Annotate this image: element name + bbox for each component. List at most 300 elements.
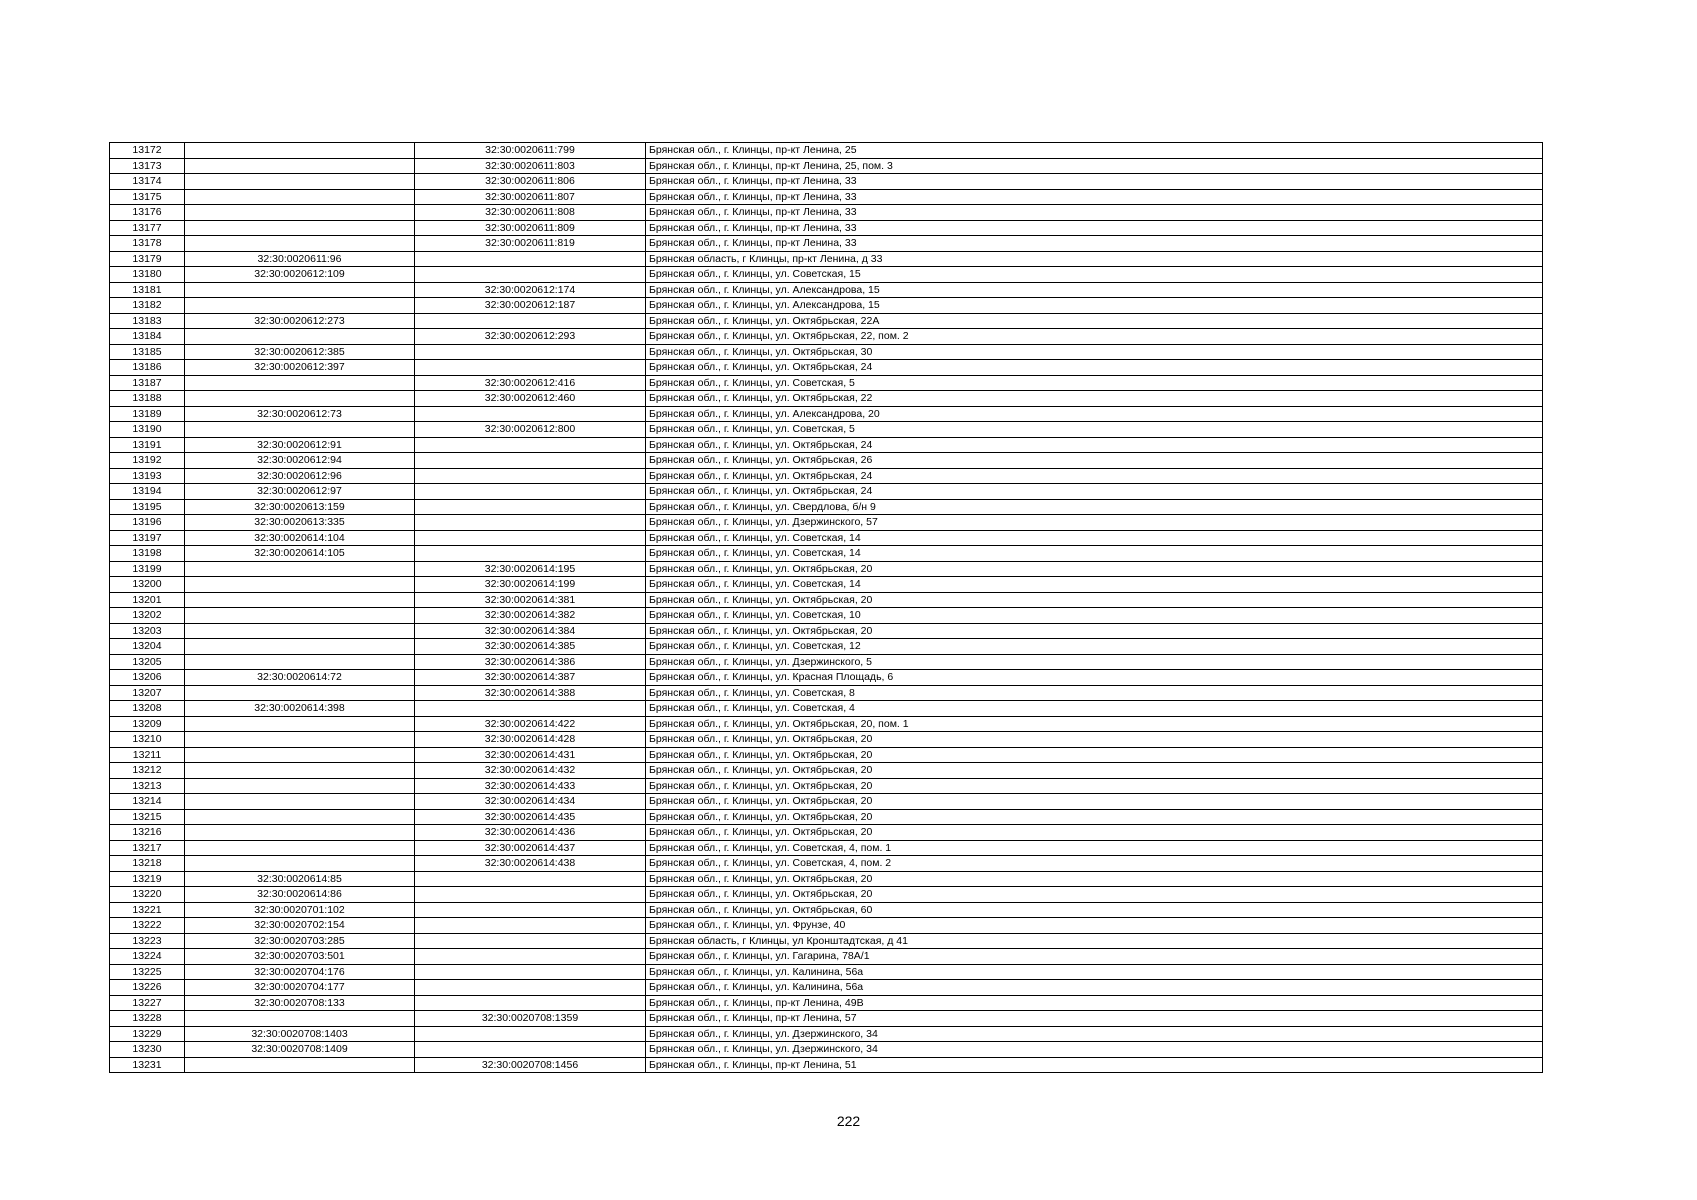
address-cell: Брянская обл., г. Клинцы, ул. Октябрьская, 22А (646, 313, 1543, 329)
address-cell: Брянская обл., г. Клинцы, ул. Октябрьская, 20 (646, 747, 1543, 763)
cadastral-number-land-cell (185, 794, 415, 810)
address-cell: Брянская обл., г. Клинцы, ул. Дзержинского, 57 (646, 515, 1543, 531)
row-number-cell: 13214 (110, 794, 185, 810)
table-row (110, 1011, 1543, 1027)
table-row (110, 174, 1543, 190)
cadastral-number-building-cell (415, 887, 646, 903)
address-cell: Брянская обл., г. Клинцы, ул. Советская, 8 (646, 685, 1543, 701)
cadastral-number-land-cell: 32:30:0020701:102 (185, 902, 415, 918)
table-row (110, 809, 1543, 825)
cadastral-number-land-cell: 32:30:0020703:501 (185, 949, 415, 965)
address-cell: Брянская обл., г. Клинцы, ул. Октябрьская, 20 (646, 732, 1543, 748)
cadastral-number-building-cell: 32:30:0020614:382 (415, 608, 646, 624)
table-row (110, 918, 1543, 934)
cadastral-number-land-cell (185, 189, 415, 205)
row-number-cell: 13190 (110, 422, 185, 438)
row-number-cell: 13175 (110, 189, 185, 205)
row-number-cell: 13173 (110, 158, 185, 174)
row-number-cell: 13213 (110, 778, 185, 794)
cadastral-number-land-cell (185, 143, 415, 159)
cadastral-number-building-cell (415, 437, 646, 453)
cadastral-number-building-cell: 32:30:0020614:388 (415, 685, 646, 701)
row-number-cell: 13204 (110, 639, 185, 655)
table-row (110, 1057, 1543, 1073)
address-cell: Брянская обл., г. Клинцы, ул. Советская, 4, пом. 1 (646, 840, 1543, 856)
row-number-cell: 13215 (110, 809, 185, 825)
address-cell: Брянская обл., г. Клинцы, пр-кт Ленина, 25 (646, 143, 1543, 159)
cadastral-number-building-cell: 32:30:0020611:809 (415, 220, 646, 236)
cadastral-number-building-cell (415, 267, 646, 283)
cadastral-number-land-cell (185, 236, 415, 252)
cadastral-number-land-cell (185, 561, 415, 577)
cadastral-number-building-cell: 32:30:0020612:293 (415, 329, 646, 345)
row-number-cell: 13230 (110, 1042, 185, 1058)
address-cell: Брянская обл., г. Клинцы, ул. Октябрьская, 20 (646, 623, 1543, 639)
cadastral-number-building-cell (415, 871, 646, 887)
address-cell: Брянская обл., г. Клинцы, ул. Октябрьская, 20 (646, 794, 1543, 810)
table-row (110, 251, 1543, 267)
cadastral-number-land-cell (185, 158, 415, 174)
cadastral-number-land-cell: 32:30:0020614:72 (185, 670, 415, 686)
table-row (110, 887, 1543, 903)
table-row (110, 1026, 1543, 1042)
cadastral-number-land-cell (185, 298, 415, 314)
cadastral-number-building-cell (415, 1026, 646, 1042)
cadastral-number-land-cell: 32:30:0020612:97 (185, 484, 415, 500)
table-row (110, 871, 1543, 887)
address-cell: Брянская обл., г. Клинцы, ул. Октябрьская, 20 (646, 592, 1543, 608)
address-cell: Брянская обл., г. Клинцы, ул. Октябрьская, 20 (646, 763, 1543, 779)
address-cell: Брянская обл., г. Клинцы, ул. Дзержинского, 34 (646, 1042, 1543, 1058)
cadastral-number-building-cell: 32:30:0020614:432 (415, 763, 646, 779)
address-cell: Брянская обл., г. Клинцы, пр-кт Ленина, 33 (646, 174, 1543, 190)
cadastral-number-building-cell: 32:30:0020614:433 (415, 778, 646, 794)
table-row (110, 840, 1543, 856)
cadastral-number-land-cell (185, 778, 415, 794)
table-row (110, 468, 1543, 484)
cadastral-number-building-cell: 32:30:0020612:187 (415, 298, 646, 314)
cadastral-number-land-cell: 32:30:0020704:177 (185, 980, 415, 996)
table-row (110, 546, 1543, 562)
row-number-cell: 13217 (110, 840, 185, 856)
address-cell: Брянская обл., г. Клинцы, ул. Советская, 5 (646, 422, 1543, 438)
table-row (110, 980, 1543, 996)
cadastral-number-land-cell: 32:30:0020614:104 (185, 530, 415, 546)
address-cell: Брянская обл., г. Клинцы, ул. Октябрьская, 30 (646, 344, 1543, 360)
row-number-cell: 13174 (110, 174, 185, 190)
cadastral-number-building-cell (415, 344, 646, 360)
table-row (110, 220, 1543, 236)
cadastral-number-land-cell: 32:30:0020612:385 (185, 344, 415, 360)
cadastral-number-building-cell (415, 902, 646, 918)
cadastral-number-land-cell: 32:30:0020708:1409 (185, 1042, 415, 1058)
table-row (110, 623, 1543, 639)
address-cell: Брянская обл., г. Клинцы, пр-кт Ленина, 33 (646, 220, 1543, 236)
cadastral-number-land-cell (185, 220, 415, 236)
address-cell: Брянская обл., г. Клинцы, ул. Советская, 15 (646, 267, 1543, 283)
cadastral-number-building-cell (415, 251, 646, 267)
address-cell: Брянская обл., г. Клинцы, ул. Красная Площадь, 6 (646, 670, 1543, 686)
address-cell: Брянская обл., г. Клинцы, ул. Калинина, 56а (646, 964, 1543, 980)
cadastral-number-land-cell: 32:30:0020708:1403 (185, 1026, 415, 1042)
address-cell: Брянская обл., г. Клинцы, ул. Октябрьская, 26 (646, 453, 1543, 469)
cadastral-number-land-cell: 32:30:0020612:96 (185, 468, 415, 484)
cadastral-number-land-cell: 32:30:0020612:91 (185, 437, 415, 453)
cadastral-number-building-cell: 32:30:0020614:437 (415, 840, 646, 856)
cadastral-number-land-cell (185, 329, 415, 345)
cadastral-number-land-cell: 32:30:0020613:335 (185, 515, 415, 531)
cadastral-number-land-cell (185, 840, 415, 856)
cadastral-number-land-cell (185, 375, 415, 391)
address-cell: Брянская обл., г. Клинцы, ул. Советская, 10 (646, 608, 1543, 624)
cadastral-number-land-cell (185, 1057, 415, 1073)
cadastral-number-land-cell: 32:30:0020612:273 (185, 313, 415, 329)
cadastral-number-building-cell: 32:30:0020708:1456 (415, 1057, 646, 1073)
cadastral-number-building-cell (415, 499, 646, 515)
row-number-cell: 13207 (110, 685, 185, 701)
address-cell: Брянская обл., г. Клинцы, ул. Октябрьская, 22, пом. 2 (646, 329, 1543, 345)
cadastral-number-building-cell: 32:30:0020614:386 (415, 654, 646, 670)
row-number-cell: 13195 (110, 499, 185, 515)
cadastral-number-building-cell: 32:30:0020614:428 (415, 732, 646, 748)
address-cell: Брянская обл., г. Клинцы, пр-кт Ленина, 33 (646, 205, 1543, 221)
cadastral-number-land-cell: 32:30:0020614:85 (185, 871, 415, 887)
row-number-cell: 13199 (110, 561, 185, 577)
cadastral-number-building-cell (415, 964, 646, 980)
cadastral-number-building-cell: 32:30:0020611:806 (415, 174, 646, 190)
table-row (110, 158, 1543, 174)
address-cell: Брянская обл., г. Клинцы, пр-кт Ленина, 51 (646, 1057, 1543, 1073)
table-row (110, 205, 1543, 221)
address-cell: Брянская обл., г. Клинцы, ул. Октябрьская, 20 (646, 778, 1543, 794)
cadastral-number-land-cell: 32:30:0020614:105 (185, 546, 415, 562)
table-row (110, 267, 1543, 283)
cadastral-number-building-cell (415, 453, 646, 469)
row-number-cell: 13216 (110, 825, 185, 841)
row-number-cell: 13208 (110, 701, 185, 717)
table-row (110, 298, 1543, 314)
cadastral-number-land-cell: 32:30:0020612:109 (185, 267, 415, 283)
table-row (110, 391, 1543, 407)
address-cell: Брянская обл., г. Клинцы, ул. Советская, 14 (646, 546, 1543, 562)
table-row (110, 406, 1543, 422)
row-number-cell: 13178 (110, 236, 185, 252)
table-row (110, 329, 1543, 345)
row-number-cell: 13183 (110, 313, 185, 329)
cadastral-number-building-cell: 32:30:0020612:460 (415, 391, 646, 407)
address-cell: Брянская обл., г. Клинцы, ул. Октябрьская, 20, пом. 1 (646, 716, 1543, 732)
table-row (110, 685, 1543, 701)
table-row (110, 716, 1543, 732)
row-number-cell: 13203 (110, 623, 185, 639)
row-number-cell: 13179 (110, 251, 185, 267)
cadastral-number-building-cell: 32:30:0020708:1359 (415, 1011, 646, 1027)
cadastral-number-building-cell: 32:30:0020614:438 (415, 856, 646, 872)
table-row (110, 344, 1543, 360)
cadastral-number-land-cell: 32:30:0020702:154 (185, 918, 415, 934)
row-number-cell: 13211 (110, 747, 185, 763)
row-number-cell: 13220 (110, 887, 185, 903)
address-cell: Брянская обл., г. Клинцы, ул. Октябрьская, 20 (646, 871, 1543, 887)
table-row (110, 856, 1543, 872)
cadastral-number-building-cell: 32:30:0020614:199 (415, 577, 646, 593)
table-row (110, 825, 1543, 841)
row-number-cell: 13228 (110, 1011, 185, 1027)
row-number-cell: 13225 (110, 964, 185, 980)
address-cell: Брянская обл., г. Клинцы, ул. Октябрьская, 60 (646, 902, 1543, 918)
address-cell: Брянская обл., г. Клинцы, ул. Александрова, 15 (646, 282, 1543, 298)
table-row (110, 515, 1543, 531)
row-number-cell: 13187 (110, 375, 185, 391)
table-row (110, 701, 1543, 717)
cadastral-number-building-cell (415, 949, 646, 965)
row-number-cell: 13223 (110, 933, 185, 949)
row-number-cell: 13194 (110, 484, 185, 500)
row-number-cell: 13206 (110, 670, 185, 686)
address-cell: Брянская обл., г. Клинцы, ул. Октябрьская, 20 (646, 887, 1543, 903)
row-number-cell: 13201 (110, 592, 185, 608)
cadastral-number-land-cell (185, 205, 415, 221)
cadastral-number-building-cell (415, 701, 646, 717)
table-row (110, 747, 1543, 763)
address-cell: Брянская обл., г. Клинцы, ул. Октябрьская, 20 (646, 825, 1543, 841)
row-number-cell: 13219 (110, 871, 185, 887)
table-row (110, 360, 1543, 376)
cadastral-number-land-cell: 32:30:0020703:285 (185, 933, 415, 949)
table-row (110, 422, 1543, 438)
cadastral-number-building-cell (415, 933, 646, 949)
cadastral-number-land-cell: 32:30:0020611:96 (185, 251, 415, 267)
row-number-cell: 13193 (110, 468, 185, 484)
cadastral-number-building-cell: 32:30:0020614:422 (415, 716, 646, 732)
table-row (110, 778, 1543, 794)
cadastral-number-building-cell: 32:30:0020614:434 (415, 794, 646, 810)
address-cell: Брянская обл., г. Клинцы, ул. Дзержинского, 5 (646, 654, 1543, 670)
row-number-cell: 13221 (110, 902, 185, 918)
row-number-cell: 13182 (110, 298, 185, 314)
cadastral-number-land-cell (185, 639, 415, 655)
address-cell: Брянская обл., г. Клинцы, ул. Октябрьская, 24 (646, 360, 1543, 376)
cadastral-number-land-cell: 32:30:0020614:86 (185, 887, 415, 903)
row-number-cell: 13198 (110, 546, 185, 562)
table-row (110, 654, 1543, 670)
row-number-cell: 13177 (110, 220, 185, 236)
cadastral-table (109, 142, 1543, 1073)
row-number-cell: 13218 (110, 856, 185, 872)
page-number: 222 (836, 1113, 861, 1129)
row-number-cell: 13205 (110, 654, 185, 670)
address-cell: Брянская обл., г. Клинцы, ул. Советская, 5 (646, 375, 1543, 391)
row-number-cell: 13224 (110, 949, 185, 965)
cadastral-number-land-cell (185, 174, 415, 190)
cadastral-number-land-cell (185, 685, 415, 701)
cadastral-number-building-cell (415, 980, 646, 996)
cadastral-number-building-cell: 32:30:0020611:819 (415, 236, 646, 252)
cadastral-number-land-cell (185, 282, 415, 298)
row-number-cell: 13222 (110, 918, 185, 934)
row-number-cell: 13212 (110, 763, 185, 779)
table-row (110, 313, 1543, 329)
row-number-cell: 13202 (110, 608, 185, 624)
row-number-cell: 13226 (110, 980, 185, 996)
table-row (110, 143, 1543, 159)
cadastral-number-building-cell: 32:30:0020612:416 (415, 375, 646, 391)
cadastral-number-building-cell (415, 313, 646, 329)
address-cell: Брянская обл., г. Клинцы, ул. Октябрьская, 24 (646, 484, 1543, 500)
table-row (110, 484, 1543, 500)
address-cell: Брянская обл., г. Клинцы, ул. Советская, 12 (646, 639, 1543, 655)
row-number-cell: 13188 (110, 391, 185, 407)
address-cell: Брянская обл., г. Клинцы, ул. Советская, 14 (646, 530, 1543, 546)
row-number-cell: 13227 (110, 995, 185, 1011)
cadastral-number-building-cell (415, 918, 646, 934)
row-number-cell: 13181 (110, 282, 185, 298)
row-number-cell: 13186 (110, 360, 185, 376)
table-row (110, 933, 1543, 949)
table-row (110, 995, 1543, 1011)
table-row (110, 189, 1543, 205)
cadastral-number-building-cell (415, 484, 646, 500)
cadastral-number-land-cell (185, 763, 415, 779)
row-number-cell: 13231 (110, 1057, 185, 1073)
cadastral-number-building-cell: 32:30:0020614:436 (415, 825, 646, 841)
row-number-cell: 13200 (110, 577, 185, 593)
cadastral-number-land-cell (185, 825, 415, 841)
cadastral-number-land-cell (185, 654, 415, 670)
cadastral-number-land-cell: 32:30:0020613:159 (185, 499, 415, 515)
row-number-cell: 13209 (110, 716, 185, 732)
row-number-cell: 13192 (110, 453, 185, 469)
cadastral-number-building-cell: 32:30:0020611:799 (415, 143, 646, 159)
row-number-cell: 13184 (110, 329, 185, 345)
cadastral-number-land-cell: 32:30:0020708:133 (185, 995, 415, 1011)
cadastral-number-building-cell (415, 468, 646, 484)
row-number-cell: 13172 (110, 143, 185, 159)
table-row (110, 375, 1543, 391)
address-cell: Брянская обл., г. Клинцы, ул. Советская, 4 (646, 701, 1543, 717)
address-cell: Брянская обл., г. Клинцы, ул. Александрова, 20 (646, 406, 1543, 422)
address-cell: Брянская область, г Клинцы, пр-кт Ленина, д 33 (646, 251, 1543, 267)
cadastral-number-land-cell (185, 391, 415, 407)
cadastral-number-building-cell: 32:30:0020612:800 (415, 422, 646, 438)
cadastral-number-land-cell: 32:30:0020704:176 (185, 964, 415, 980)
cadastral-number-land-cell (185, 623, 415, 639)
row-number-cell: 13176 (110, 205, 185, 221)
row-number-cell: 13189 (110, 406, 185, 422)
table-row (110, 1042, 1543, 1058)
address-cell: Брянская обл., г. Клинцы, ул. Октябрьская, 22 (646, 391, 1543, 407)
cadastral-number-land-cell (185, 856, 415, 872)
table-row (110, 437, 1543, 453)
address-cell: Брянская обл., г. Клинцы, ул. Александрова, 15 (646, 298, 1543, 314)
cadastral-number-building-cell: 32:30:0020614:195 (415, 561, 646, 577)
cadastral-number-building-cell (415, 1042, 646, 1058)
cadastral-number-building-cell: 32:30:0020614:381 (415, 592, 646, 608)
cadastral-number-building-cell (415, 995, 646, 1011)
address-cell: Брянская обл., г. Клинцы, ул. Октябрьская, 24 (646, 437, 1543, 453)
address-cell: Брянская обл., г. Клинцы, ул. Дзержинского, 34 (646, 1026, 1543, 1042)
cadastral-number-land-cell: 32:30:0020612:397 (185, 360, 415, 376)
table-row (110, 949, 1543, 965)
table-row (110, 763, 1543, 779)
table-row (110, 236, 1543, 252)
cadastral-number-land-cell (185, 608, 415, 624)
row-number-cell: 13210 (110, 732, 185, 748)
table-row (110, 561, 1543, 577)
table-row (110, 732, 1543, 748)
cadastral-number-building-cell: 32:30:0020611:808 (415, 205, 646, 221)
cadastral-number-land-cell: 32:30:0020612:94 (185, 453, 415, 469)
cadastral-number-land-cell (185, 716, 415, 732)
table-row (110, 639, 1543, 655)
table-body (110, 143, 1543, 1073)
table-row (110, 902, 1543, 918)
table-row (110, 282, 1543, 298)
address-cell: Брянская обл., г. Клинцы, ул. Гагарина, 78А/1 (646, 949, 1543, 965)
row-number-cell: 13196 (110, 515, 185, 531)
address-cell: Брянская обл., г. Клинцы, пр-кт Ленина, 33 (646, 236, 1543, 252)
address-cell: Брянская обл., г. Клинцы, ул. Октябрьская, 24 (646, 468, 1543, 484)
cadastral-number-land-cell: 32:30:0020612:73 (185, 406, 415, 422)
cadastral-number-building-cell: 32:30:0020611:803 (415, 158, 646, 174)
cadastral-number-land-cell (185, 592, 415, 608)
cadastral-number-building-cell: 32:30:0020614:384 (415, 623, 646, 639)
row-number-cell: 13191 (110, 437, 185, 453)
address-cell: Брянская обл., г. Клинцы, ул. Октябрьская, 20 (646, 809, 1543, 825)
row-number-cell: 13197 (110, 530, 185, 546)
cadastral-number-land-cell (185, 732, 415, 748)
cadastral-number-land-cell (185, 422, 415, 438)
address-cell: Брянская обл., г. Клинцы, пр-кт Ленина, 49В (646, 995, 1543, 1011)
table-row (110, 608, 1543, 624)
address-cell: Брянская обл., г. Клинцы, ул. Калинина, 56а (646, 980, 1543, 996)
address-cell: Брянская обл., г. Клинцы, ул. Октябрьская, 20 (646, 561, 1543, 577)
cadastral-number-building-cell (415, 406, 646, 422)
cadastral-number-building-cell (415, 515, 646, 531)
address-cell: Брянская обл., г. Клинцы, пр-кт Ленина, 25, пом. 3 (646, 158, 1543, 174)
table-row (110, 530, 1543, 546)
cadastral-number-building-cell: 32:30:0020614:387 (415, 670, 646, 686)
cadastral-number-land-cell (185, 809, 415, 825)
table-row (110, 499, 1543, 515)
address-cell: Брянская обл., г. Клинцы, ул. Свердлова, б/н 9 (646, 499, 1543, 515)
row-number-cell: 13180 (110, 267, 185, 283)
address-cell: Брянская область, г Клинцы, ул Кронштадтская, д 41 (646, 933, 1543, 949)
cadastral-number-building-cell (415, 546, 646, 562)
cadastral-number-building-cell: 32:30:0020614:435 (415, 809, 646, 825)
address-cell: Брянская обл., г. Клинцы, ул. Советская, 4, пом. 2 (646, 856, 1543, 872)
address-cell: Брянская обл., г. Клинцы, пр-кт Ленина, 33 (646, 189, 1543, 205)
table-row (110, 592, 1543, 608)
cadastral-number-building-cell (415, 360, 646, 376)
cadastral-number-land-cell (185, 577, 415, 593)
table-row (110, 964, 1543, 980)
address-cell: Брянская обл., г. Клинцы, ул. Советская, 14 (646, 577, 1543, 593)
table-row (110, 794, 1543, 810)
address-cell: Брянская обл., г. Клинцы, пр-кт Ленина, 57 (646, 1011, 1543, 1027)
table-row (110, 577, 1543, 593)
cadastral-number-building-cell: 32:30:0020614:385 (415, 639, 646, 655)
cadastral-number-land-cell (185, 1011, 415, 1027)
row-number-cell: 13229 (110, 1026, 185, 1042)
table-row (110, 670, 1543, 686)
cadastral-number-building-cell: 32:30:0020611:807 (415, 189, 646, 205)
cadastral-number-building-cell (415, 530, 646, 546)
cadastral-number-building-cell: 32:30:0020612:174 (415, 282, 646, 298)
cadastral-number-land-cell: 32:30:0020614:398 (185, 701, 415, 717)
cadastral-number-land-cell (185, 747, 415, 763)
cadastral-number-building-cell: 32:30:0020614:431 (415, 747, 646, 763)
